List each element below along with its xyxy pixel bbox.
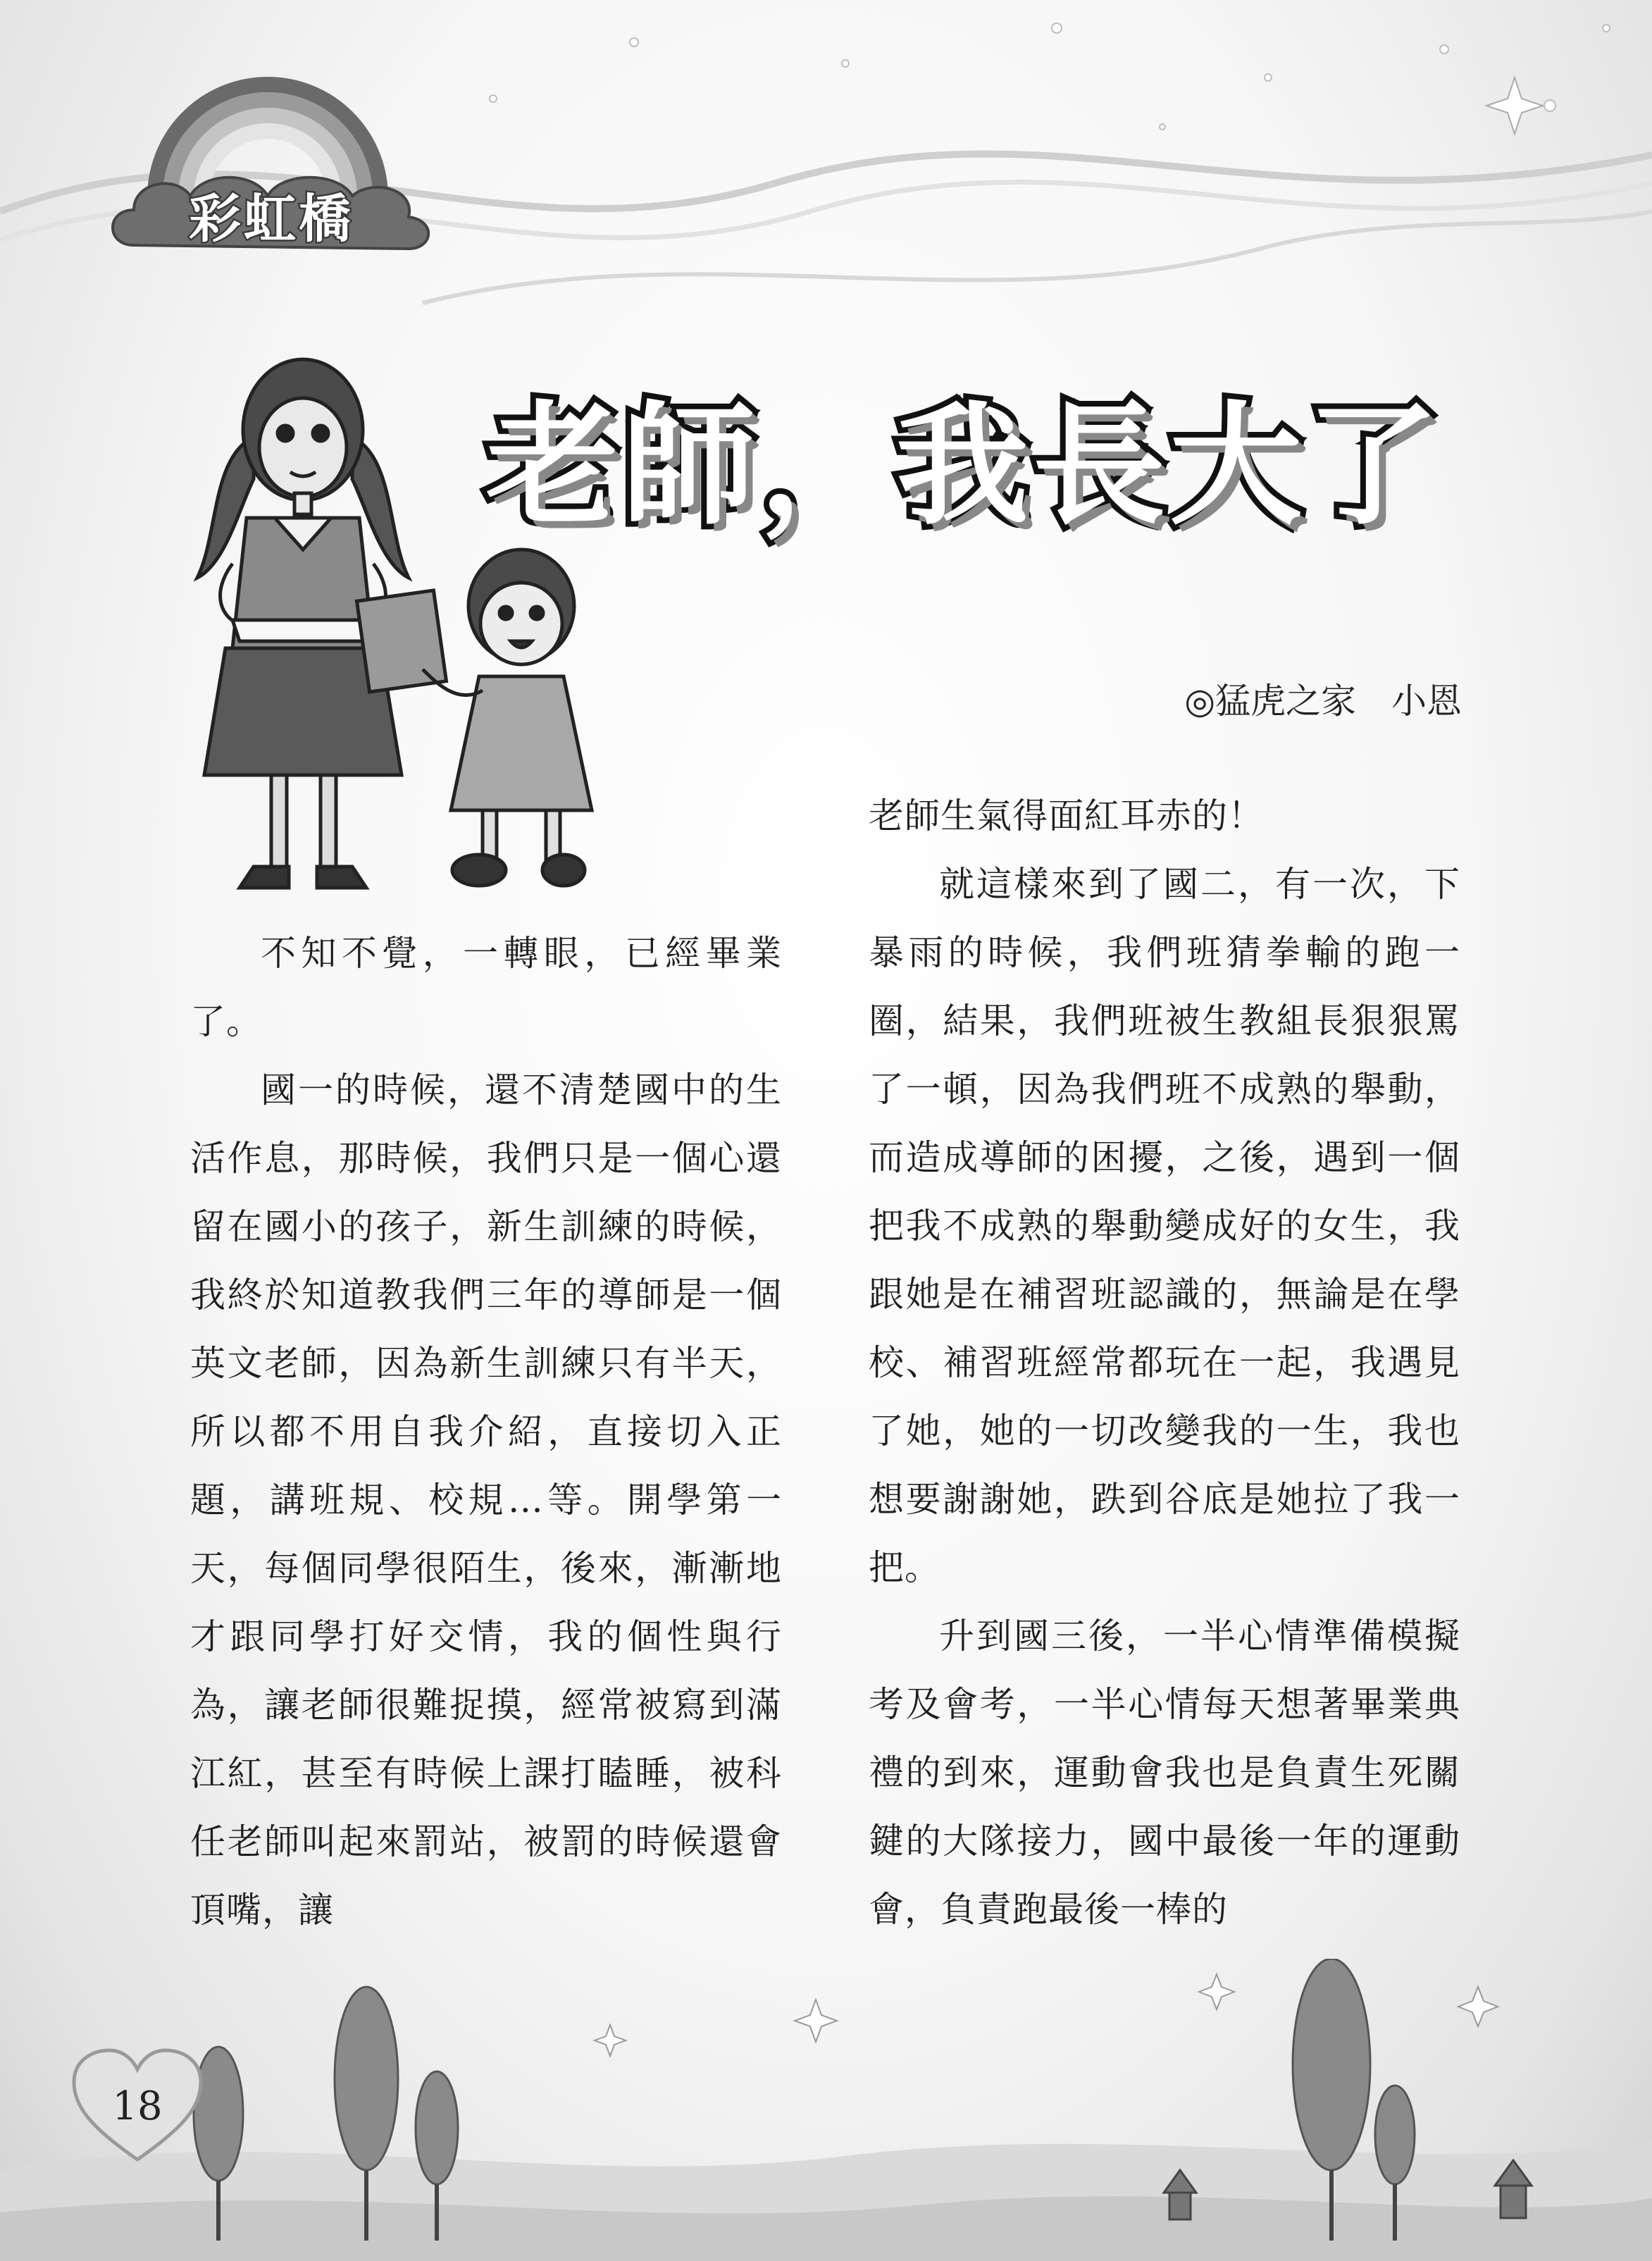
page-number-badge [70,2047,204,2167]
article-title: 老師，我長大了 [486,389,1443,543]
bottom-scenery-decoration [0,1959,1652,2261]
left-text-column [190,919,782,1945]
paragraph: 國一的時候，還不清楚國中的生活作息，那時候，我們只是一個心還留在國小的孩子，新生訓練的時候，我終於知道教我們三年的導師是一個英文老師，因為新生訓練只有半天，所以都不用自我介紹，直接切入正題，講班規、校規…等。開學第一天，每個同學很陌生，後來，漸漸地才跟同學打好交情，我的個性與行為，讓老師很難捉摸，經常被寫到滿江紅，甚至有時候上課打瞌睡，被科任老師叫起來罰站，被罰的時候還會頂嘴，讓 [190,1070,782,1931]
paragraph: 老師生氣得面紅耳赤的！ [869,795,1264,836]
page-number: 18 [112,2083,163,2129]
section-label-badge [106,168,437,259]
author-byline: ◎猛虎之家 小恩 [1184,681,1462,721]
paragraph: 就這樣來到了國二，有一次，下暴雨的時候，我們班猜拳輸的跑一圈，結果，我們班被生教組長狠狠罵了一頓，因為我們班不成熟的舉動，而造成導師的困擾，之後，遇到一個把我不成熟的舉動變成好的女生，我跟她是在補習班認識的，無論是在學校、補習班經常都玩在一起，我遇見了她，她的一切改變我的一生，我也想要謝謝她，跌到谷底是她拉了我一把。 [869,864,1460,1588]
section-label-text: 彩虹橋 [189,189,354,249]
paragraph: 不知不覺，一轉眼，已經畢業了。 [190,933,782,1042]
right-text-column [869,782,1460,1944]
paragraph: 升到國三後，一半心情準備模擬考及會考，一半心情每天想著畢業典禮的到來，運動會我也是負責生死關鍵的大隊接力，國中最後一年的運動會，負責跑最後一棒的 [869,1616,1460,1930]
